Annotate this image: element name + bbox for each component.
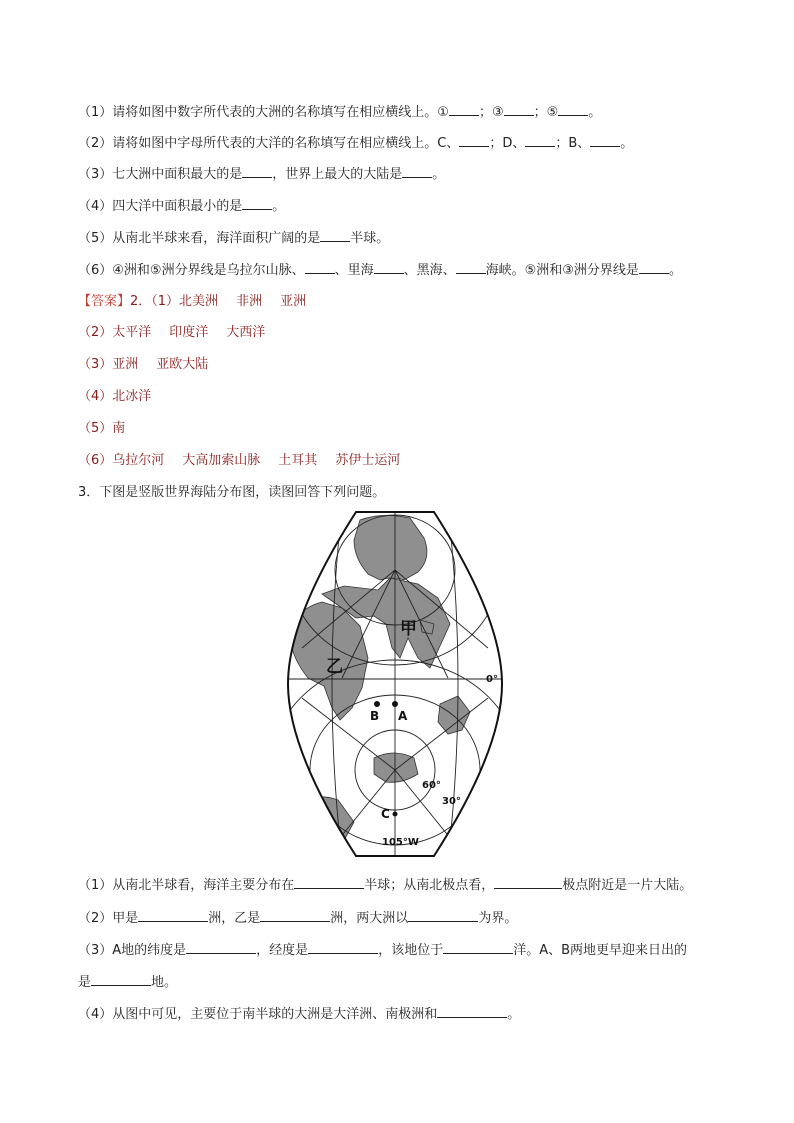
answer-blank[interactable]	[138, 909, 208, 922]
point-a	[392, 701, 398, 707]
answer-blank[interactable]	[437, 1005, 507, 1018]
text-segment: 。	[620, 136, 634, 151]
answer-tag: 【答案】	[78, 294, 131, 309]
answer-line-6	[78, 452, 400, 470]
q2-item-6	[78, 261, 682, 280]
text-segment: 洋。A、B两地更早迎来日出的	[513, 943, 688, 958]
text-segment: 为界。	[478, 911, 518, 926]
answer-blank[interactable]	[242, 197, 272, 210]
answer-text: （3）亚洲	[78, 357, 139, 372]
text-segment: ；③	[478, 105, 504, 120]
text-segment: ，该地位于	[378, 943, 444, 958]
text-segment: 。	[668, 263, 682, 278]
point-b	[374, 701, 380, 707]
q3-item-1-text: （1）从南北半球看，海洋主要分布在	[78, 878, 295, 893]
text-segment: ；B、	[555, 136, 591, 151]
answer-blank[interactable]	[525, 134, 555, 147]
q2-item-1	[78, 103, 601, 122]
answer-line-2	[78, 324, 265, 342]
label-b: B	[370, 709, 380, 723]
answer-blank[interactable]	[186, 941, 256, 954]
answer-text: （5）南	[78, 421, 126, 436]
label-a: A	[398, 709, 408, 723]
answer-line-5	[78, 420, 125, 438]
q2-item-6-text: （6）④洲和⑤洲分界线是乌拉尔山脉、	[78, 263, 305, 278]
answer-blank[interactable]	[294, 876, 364, 889]
text-segment: ，世界上最大的大陆是	[272, 167, 403, 182]
answer-blank[interactable]	[305, 261, 335, 274]
q3-item-2-text: （2）甲是	[78, 911, 139, 926]
q2-item-2	[78, 134, 633, 153]
q3-item-4-text: （4）从图中可见，主要位于南半球的大洲是大洋洲、南极洲和	[78, 1007, 438, 1022]
label-c: C	[381, 807, 390, 821]
answer-text: （6）乌拉尔河	[78, 453, 165, 468]
q3-item-3-text: （3）A地的纬度是	[78, 943, 187, 958]
text-segment: 洲，两大洲以	[330, 911, 409, 926]
text-segment: 、黑海、	[403, 263, 456, 278]
text-segment: ；⑤	[533, 105, 559, 120]
answer-blank[interactable]	[402, 165, 432, 178]
answer-blank[interactable]	[443, 941, 513, 954]
q3-item-3-cont-text: 是	[78, 975, 92, 990]
answer-blank[interactable]	[639, 261, 669, 274]
q2-item-1-text: （1）请将如图中数字所代表的大洲的名称填写在相应横线上。①	[78, 105, 449, 120]
answer-text: 亚洲	[280, 294, 307, 309]
label-105w: 105°W	[382, 837, 419, 848]
q2-item-4	[78, 197, 285, 216]
q2-item-3-text: （3）七大洲中面积最大的是	[78, 167, 243, 182]
text-segment: 半球。	[350, 231, 390, 246]
answer-blank[interactable]	[494, 876, 562, 889]
label-30: 30°	[442, 796, 461, 807]
q3-item-4	[78, 1005, 520, 1024]
text-segment: 地。	[151, 975, 178, 990]
q2-item-2-text: （2）请将如图中字母所代表的大洋的名称填写在相应横线上。C、	[78, 136, 460, 151]
text-segment: 半球；从南北极点看，	[364, 878, 495, 893]
answer-blank[interactable]	[374, 261, 404, 274]
text-segment: 。	[588, 105, 602, 120]
answer-text: 苏伊士运河	[335, 453, 401, 468]
text-segment: 。	[507, 1007, 521, 1022]
answer-line-4	[78, 388, 151, 406]
q3-item-3	[78, 941, 687, 960]
answer-blank[interactable]	[449, 103, 479, 116]
answer-blank[interactable]	[91, 973, 151, 986]
text-segment: ；D、	[489, 136, 526, 151]
answer-line-3	[78, 356, 208, 374]
answer-text: 大西洋	[226, 325, 266, 340]
answer-blank[interactable]	[408, 909, 478, 922]
q2-item-4-text: （4）四大洋中面积最小的是	[78, 199, 243, 214]
answer-text: 土耳其	[278, 453, 318, 468]
answer-blank[interactable]	[456, 261, 486, 274]
answer-line-1	[78, 293, 306, 311]
q3-item-3-cont	[78, 973, 177, 992]
q3-intro: 3．下图是竖版世界海陆分布图，读图回答下列问题。	[78, 485, 386, 500]
answer-blank[interactable]	[459, 134, 489, 147]
answer-blank[interactable]	[590, 134, 620, 147]
text-segment: 、里海	[334, 263, 374, 278]
text-segment: 极点附近是一片大陆。	[562, 878, 693, 893]
label-60: 60°	[422, 780, 441, 791]
answer-text: 亚欧大陆	[156, 357, 209, 372]
answer-blank[interactable]	[308, 941, 378, 954]
q3-item-1	[78, 876, 692, 895]
text-segment: 洲，乙是	[208, 911, 261, 926]
text-segment: 海峡。⑤洲和③洲分界线是	[485, 263, 639, 278]
answer-text: 印度洋	[169, 325, 209, 340]
answer-text: 非洲	[236, 294, 263, 309]
text-segment: ，经度是	[256, 943, 309, 958]
text-segment: 。	[272, 199, 286, 214]
answer-blank[interactable]	[242, 165, 272, 178]
q2-item-5-text: （5）从南北半球来看，海洋面积广阔的是	[78, 231, 321, 246]
answer-text: 2．（1）北美洲	[130, 294, 219, 309]
answer-blank[interactable]	[260, 909, 330, 922]
q2-item-3	[78, 165, 445, 184]
answer-text: （4）北冰洋	[78, 389, 152, 404]
label-jia: 甲	[400, 619, 417, 639]
q3-item-2	[78, 909, 517, 928]
label-yi: 乙	[326, 657, 343, 677]
text-segment: 。	[432, 167, 446, 182]
point-c	[393, 812, 398, 817]
answer-blank[interactable]	[504, 103, 534, 116]
answer-text: 大高加索山脉	[182, 453, 261, 468]
answer-blank[interactable]	[558, 103, 588, 116]
label-equator: 0°	[486, 674, 498, 685]
answer-text: （2）太平洋	[78, 325, 152, 340]
q2-item-5	[78, 229, 389, 248]
world-map-figure	[282, 508, 508, 860]
answer-blank[interactable]	[320, 229, 350, 242]
